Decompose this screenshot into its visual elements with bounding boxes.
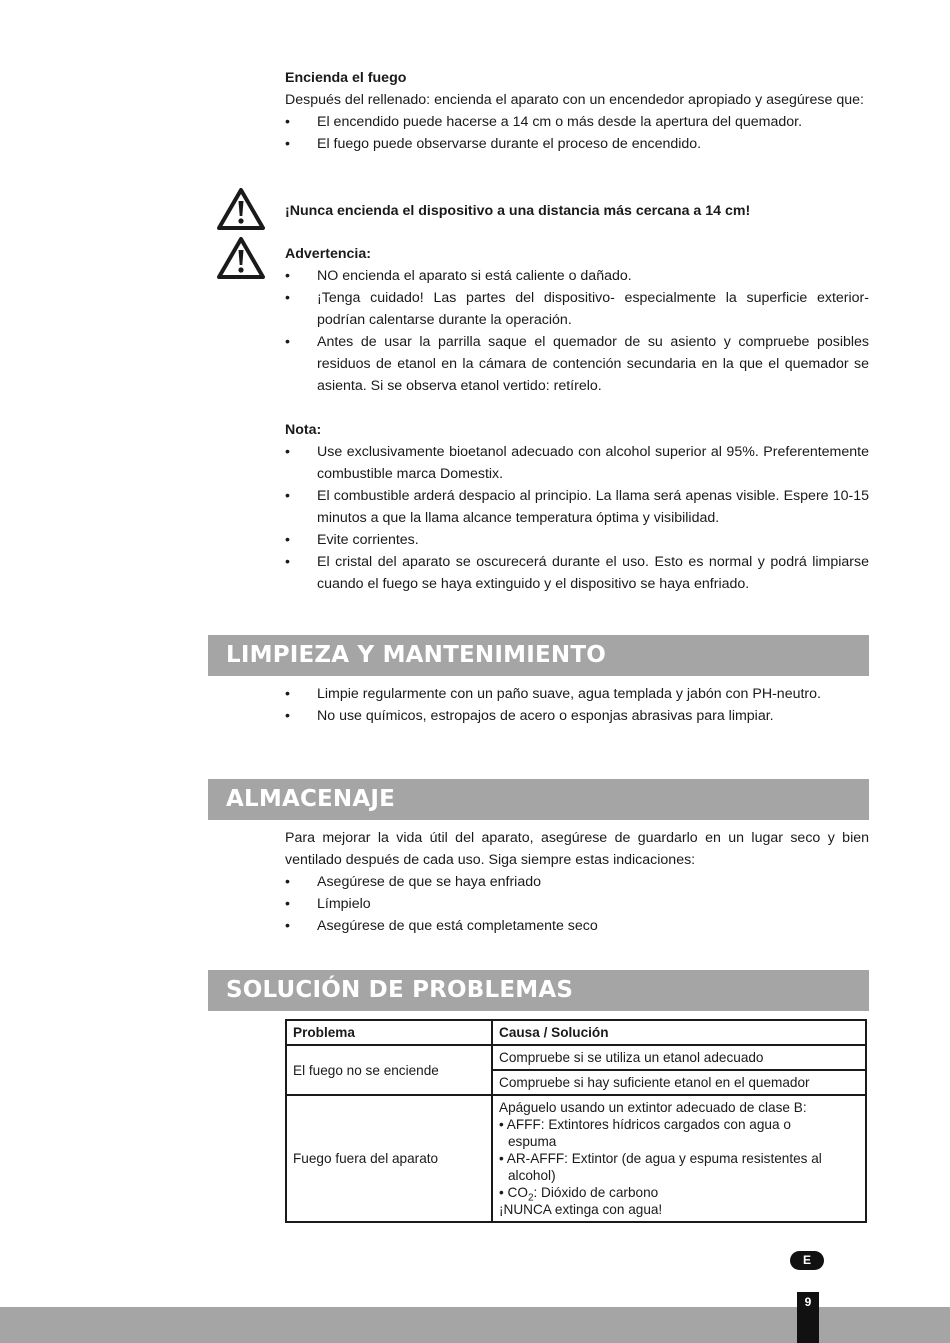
ignite-intro: Después del rellenado: encienda el aparato con un encendedor apropiado y asegúrese que: <box>285 92 864 108</box>
troubleshooting-section-title: SOLUCIÓN DE PROBLEMAS <box>208 970 869 1011</box>
problem-cell: El fuego no se enciende <box>286 1045 492 1095</box>
cleaning-list <box>285 683 869 727</box>
list-item: • ¡Tenga cuidado! Las partes del dispositivo- especialmente la superficie exterior- podrían calentarse durante la operación. <box>285 287 869 331</box>
storage-section <box>285 827 869 937</box>
ignite-heading: Encienda el fuego <box>285 70 407 86</box>
never-warning: ¡Nunca encienda el dispositivo a una distancia más cercana a 14 cm! <box>285 203 751 219</box>
page-number: 9 <box>797 1292 819 1343</box>
solution-line: Apáguelo usando un extintor adecuado de clase B: <box>499 1100 807 1115</box>
solution-line: ¡NUNCA extinga con agua! <box>499 1202 663 1217</box>
solution-line: alcohol) <box>508 1168 556 1183</box>
column-header-solution: Causa / Solución <box>492 1020 866 1045</box>
list-item: • El encendido puede hacerse a 14 cm o más desde la apertura del quemador. <box>285 111 869 133</box>
list-item: • NO encienda el aparato si está caliente o dañado. <box>285 265 869 287</box>
list-item: • Límpielo <box>285 893 869 915</box>
cleaning-section <box>285 683 869 727</box>
list-item: • Use exclusivamente bioetanol adecuado con alcohol superior al 95%. Preferentemente combustible marca Domestix. <box>285 441 869 485</box>
note-list <box>285 441 869 595</box>
table-row <box>286 1045 866 1070</box>
solution-line <box>499 1184 859 1204</box>
language-badge: E <box>790 1251 824 1270</box>
storage-section-title: ALMACENAJE <box>208 779 869 820</box>
solution-line: • AR-AFFF: Extintor (de agua y espuma resistentes al <box>499 1151 822 1166</box>
ignite-section <box>285 67 869 155</box>
warning-list <box>285 265 869 397</box>
warning-section <box>285 243 869 397</box>
list-item: • El cristal del aparato se oscurecerá durante el uso. Esto es normal y podrá limpiarse cuando el fuego se haya extinguido y el dispositivo se haya enfriado. <box>285 551 869 595</box>
list-item: • Antes de usar la parrilla saque el quemador de su asiento y compruebe posibles residuos de etanol en la cámara de contención secundaria en la que el quemador se asienta. Si se observa etanol vertido: retírelo. <box>285 331 869 397</box>
list-item: • El combustible arderá despacio al principio. La llama será apenas visible. Espere 10-15 minutos a que la llama alcance temperatura óptima y visibilidad. <box>285 485 869 529</box>
problem-cell: Fuego fuera del aparato <box>286 1095 492 1222</box>
list-item: • El fuego puede observarse durante el proceso de encendido. <box>285 133 869 155</box>
storage-intro: Para mejorar la vida útil del aparato, asegúrese de guardarlo en un lugar seco y bien ventilado después de cada uso. Siga siempre estas indicaciones: <box>285 830 869 868</box>
list-item: • Evite corrientes. <box>285 529 869 551</box>
solution-line: espuma <box>508 1134 557 1149</box>
co2-subscript: 2 <box>527 1192 534 1204</box>
table-header-row <box>286 1020 866 1045</box>
solution-cell: Compruebe si hay suficiente etanol en el quemador <box>492 1070 866 1095</box>
co2-text: : Dióxido de carbono <box>533 1185 659 1200</box>
troubleshooting-table <box>285 1019 867 1223</box>
note-heading: Nota: <box>285 422 322 438</box>
list-item: • Asegúrese de que está completamente seco <box>285 915 869 937</box>
cleaning-section-title: LIMPIEZA Y MANTENIMIENTO <box>208 635 869 676</box>
column-header-problem: Problema <box>286 1020 492 1045</box>
co2-prefix: • CO <box>499 1185 528 1200</box>
table-row <box>286 1095 866 1222</box>
warning-triangle-icon <box>216 236 266 280</box>
solution-line: • AFFF: Extintores hídricos cargados con agua o <box>499 1117 791 1132</box>
solution-cell: Compruebe si se utiliza un etanol adecuado <box>492 1045 866 1070</box>
list-item: • Limpie regularmente con un paño suave, agua templada y jabón con PH-neutro. <box>285 683 869 705</box>
list-item: • Asegúrese de que se haya enfriado <box>285 871 869 893</box>
ignite-list <box>285 111 869 155</box>
list-item: • No use químicos, estropajos de acero o esponjas abrasivas para limpiar. <box>285 705 869 727</box>
warning-heading: Advertencia: <box>285 246 371 262</box>
storage-list <box>285 871 869 937</box>
warning-triangle-icon <box>216 187 266 231</box>
solution-cell <box>492 1095 866 1222</box>
note-section <box>285 419 869 595</box>
